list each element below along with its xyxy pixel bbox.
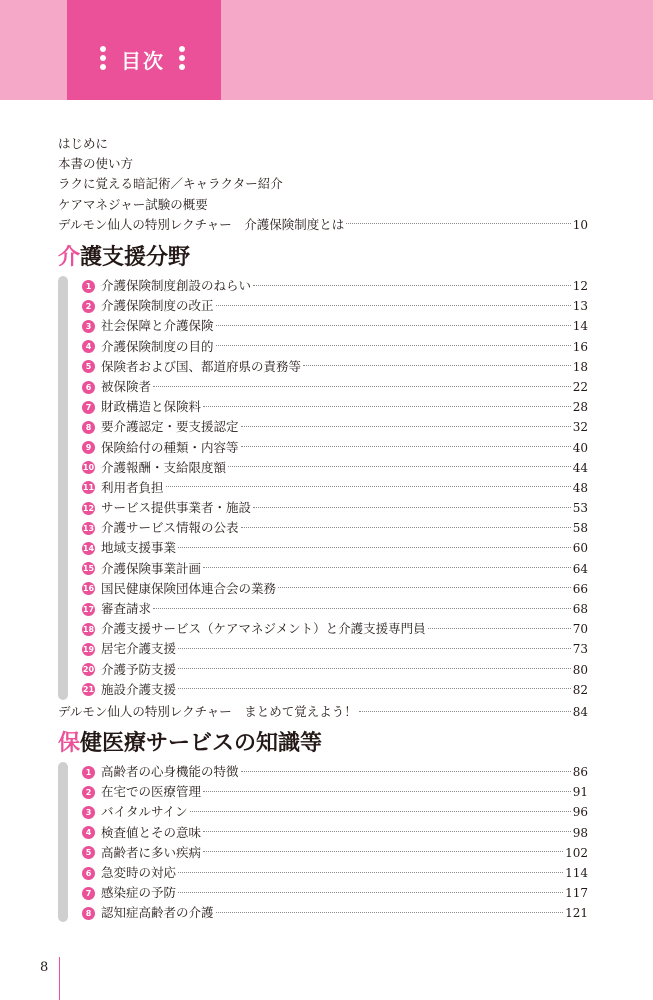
toc-entry[interactable] (58, 215, 588, 235)
toc-entry[interactable] (82, 518, 588, 538)
toc-entry-label: 介護保険制度の目的 (101, 338, 214, 354)
item-number-badge: 17 (82, 604, 95, 614)
toc-entry-page: 40 (572, 440, 588, 455)
toc-entry[interactable] (82, 680, 588, 700)
toc-entry-page: 98 (572, 825, 588, 840)
dot-leader (278, 587, 571, 588)
dot-leader (153, 386, 571, 387)
toc-entry-page: 12 (572, 279, 588, 293)
section-side-bar (58, 276, 68, 700)
toc-entry[interactable] (82, 296, 588, 316)
toc-entry-label: 被保険者 (101, 378, 152, 394)
item-number-badge: 21 (82, 685, 95, 695)
dot-leader (216, 325, 571, 326)
toc-entry-page: 60 (572, 541, 588, 556)
dot-leader (241, 771, 571, 772)
dot-leader (203, 791, 571, 792)
toc-entry-label: 介護保険事業計画 (101, 560, 202, 576)
dot-leader (166, 486, 571, 487)
toc-entry[interactable] (82, 823, 588, 843)
item-number-badge: 1 (82, 766, 95, 779)
dot-leader (203, 851, 563, 852)
toc-entry-label: 高齢者に多い疾病 (101, 844, 202, 860)
toc-entry-label: はじめに (58, 136, 109, 151)
toc-entry-label: 認知症高齢者の介護 (101, 905, 214, 921)
toc-entry-label: 審査請求 (101, 601, 152, 616)
section-heading-care-support (58, 240, 190, 276)
toc-entry-page: 10 (572, 217, 588, 232)
toc-entry-label: 保険者および国、都道府県の責務等 (101, 358, 302, 374)
dot-leader (203, 406, 571, 407)
toc-entry-label: 検査値とその意味 (101, 824, 202, 840)
dot-leader (241, 446, 571, 447)
toc-entry-page: 102 (565, 845, 588, 860)
toc-entry-page: 114 (565, 865, 588, 880)
page-number: 8 (40, 960, 49, 975)
section-heading-initial: 保 (58, 731, 81, 756)
toc-entry-label: 介護保険制度創設のねらい (101, 278, 252, 293)
dot-leader (359, 711, 571, 712)
toc-entry[interactable] (82, 579, 588, 599)
toc-entry[interactable] (82, 883, 588, 903)
toc-entry[interactable] (82, 863, 588, 883)
toc-entry[interactable] (82, 619, 588, 639)
toc-entry[interactable] (82, 660, 588, 680)
item-number-badge: 4 (82, 826, 95, 839)
toc-entry-page: 22 (572, 379, 588, 394)
item-number-badge: 11 (82, 483, 95, 493)
item-number-badge: 5 (82, 360, 95, 373)
toc-entry[interactable] (82, 538, 588, 558)
toc-entry-label: 介護報酬・支給限度額 (101, 459, 227, 475)
toc-entry-label: 感染症の予防 (101, 885, 177, 901)
toc-entry[interactable] (82, 276, 588, 296)
item-number-badge: 3 (82, 320, 95, 333)
section-heading-initial: 介 (58, 245, 81, 270)
item-number-badge: 4 (82, 340, 95, 353)
section-heading-health-medical (58, 726, 322, 762)
item-number-badge: 16 (82, 584, 95, 594)
intro-list (58, 134, 588, 235)
dot-leader (428, 628, 571, 629)
item-number-badge: 10 (82, 463, 95, 473)
toc-entry-page: 82 (572, 682, 588, 697)
toc-entry-label: 高齢者の心身機能の特徴 (101, 764, 239, 779)
dot-leader (178, 872, 563, 873)
toc-entry[interactable] (82, 762, 588, 782)
toc-entry-page: 84 (572, 704, 588, 719)
dot-leader (241, 527, 571, 528)
toc-entry-page: 86 (572, 765, 588, 779)
toc-entry-label: 急変時の対応 (101, 864, 177, 880)
toc-entry[interactable] (82, 417, 588, 437)
toc-entry[interactable] (82, 782, 588, 802)
toc-entry-label: 介護予防支援 (101, 661, 177, 677)
dot-leader (253, 285, 571, 286)
toc-entry-page: 16 (572, 339, 588, 354)
dot-leader (190, 811, 571, 812)
toc-entry-page: 44 (572, 460, 588, 475)
toc-entry-lecture[interactable] (58, 702, 588, 722)
toc-entry-label: 在宅での医療管理 (101, 784, 202, 800)
title-dots-right (179, 46, 185, 76)
item-number-badge: 2 (82, 786, 95, 799)
item-number-badge: 1 (82, 280, 95, 293)
toc-entry-page: 32 (572, 420, 588, 435)
toc-entry[interactable] (58, 174, 588, 194)
toc-entry-label: 地域支援事業 (101, 540, 177, 556)
toc-entry[interactable] (82, 498, 588, 518)
toc-entry-label: 介護サービス情報の公表 (101, 520, 239, 536)
toc-entry-page: 58 (572, 521, 588, 536)
dot-leader (203, 567, 571, 568)
item-number-badge: 12 (82, 503, 95, 513)
item-number-badge: 14 (82, 544, 95, 554)
toc-entry[interactable] (82, 337, 588, 357)
item-number-badge: 13 (82, 523, 95, 533)
item-number-badge: 6 (82, 867, 95, 880)
page-title: 目次 (121, 49, 165, 73)
toc-entry[interactable] (58, 134, 588, 154)
toc-entry-page: 48 (572, 480, 588, 495)
toc-entry-label: 介護保険制度の改正 (101, 298, 214, 314)
toc-entry-label: ケアマネジャー試験の概要 (58, 196, 208, 212)
toc-entry-page: 121 (565, 906, 588, 921)
toc-entry-label: 施設介護支援 (101, 681, 177, 697)
toc-entry[interactable] (82, 357, 588, 377)
dot-leader (303, 365, 571, 366)
toc-entry[interactable] (82, 599, 588, 619)
toc-entry-label: ラクに覚える暗記術／キャラクター紹介 (58, 176, 283, 192)
toc-entry-page: 66 (572, 581, 588, 596)
toc-entry-page: 96 (572, 805, 588, 820)
item-number-badge: 15 (82, 564, 95, 574)
toc-entry-page: 80 (572, 662, 588, 677)
toc-entry-page: 117 (565, 886, 588, 901)
item-number-badge: 8 (82, 421, 95, 434)
item-number-badge: 19 (82, 644, 95, 654)
section-side-bar (58, 762, 68, 922)
toc-entry-page: 91 (572, 785, 588, 800)
dot-leader (216, 305, 571, 306)
toc-entry-label: デルモン仙人の特別レクチャー まとめて覚えよう！ (58, 703, 357, 719)
toc-entry-label: 社会保障と介護保険 (101, 318, 214, 334)
toc-entry-page: 68 (572, 602, 588, 616)
toc-entry-label: 居宅介護支援 (101, 641, 177, 657)
item-number-badge: 7 (82, 887, 95, 900)
section-care-support-list (58, 276, 588, 722)
toc-entry-page: 18 (572, 359, 588, 374)
dot-leader (153, 608, 571, 609)
item-number-badge: 8 (82, 907, 95, 920)
item-number-badge: 2 (82, 300, 95, 313)
dot-leader (216, 345, 571, 346)
toc-entry-page: 28 (572, 400, 588, 415)
toc-entry-page: 13 (572, 299, 588, 314)
item-number-badge: 18 (82, 624, 95, 634)
toc-entry-label: 保険給付の種類・内容等 (101, 439, 239, 455)
toc-entry-label: 財政構造と保険料 (101, 399, 202, 415)
dot-leader (178, 892, 563, 893)
item-number-badge: 9 (82, 441, 95, 454)
dot-leader (228, 466, 571, 467)
toc-entry[interactable] (82, 397, 588, 417)
item-number-badge: 3 (82, 806, 95, 819)
toc-entry-label: 要介護認定・要支援認定 (101, 419, 239, 435)
toc-entry-label: 利用者負担 (101, 479, 164, 495)
toc-entry-label: 国民健康保険団体連合会の業務 (101, 580, 277, 596)
toc-entry[interactable] (82, 438, 588, 458)
title-dots-left (100, 46, 106, 76)
toc-entry[interactable] (82, 639, 588, 659)
toc-entry[interactable] (82, 843, 588, 863)
footer-divider (59, 957, 60, 1000)
dot-leader (253, 507, 571, 508)
dot-leader (241, 426, 571, 427)
item-number-badge: 5 (82, 846, 95, 859)
toc-entry-page: 73 (572, 642, 588, 657)
toc-entry[interactable] (82, 478, 588, 498)
dot-leader (178, 547, 571, 548)
toc-entry-page: 64 (572, 561, 588, 576)
toc-entry[interactable] (82, 559, 588, 579)
toc-entry[interactable] (82, 377, 588, 397)
toc-entry-label: デルモン仙人の特別レクチャー 介護保険制度とは (58, 216, 345, 232)
toc-entry[interactable] (82, 802, 588, 822)
item-number-badge: 7 (82, 401, 95, 414)
item-number-badge: 20 (82, 665, 95, 675)
toc-entry[interactable] (58, 195, 588, 215)
section-health-medical-list (58, 762, 588, 924)
toc-entry-label: バイタルサイン (101, 804, 188, 820)
toc-entry-label: 本書の使い方 (58, 156, 134, 172)
toc-entry-page: 14 (572, 319, 588, 334)
section-heading-rest: 護支援分野 (80, 245, 191, 270)
toc-entry[interactable] (82, 903, 588, 923)
dot-leader (203, 831, 571, 832)
toc-entry-label: 介護支援サービス（ケアマネジメント）と介護支援専門員 (101, 621, 426, 637)
dot-leader (346, 223, 570, 224)
dot-leader (178, 668, 571, 669)
toc-entry[interactable] (58, 154, 588, 174)
toc-entry-page: 70 (572, 622, 588, 637)
toc-entry-page: 53 (572, 501, 588, 516)
item-number-badge: 6 (82, 381, 95, 394)
dot-leader (178, 648, 571, 649)
toc-entry[interactable] (82, 458, 588, 478)
dot-leader (216, 912, 564, 913)
toc-entry-label: サービス提供事業者・施設 (101, 500, 252, 516)
dot-leader (178, 688, 571, 689)
section-heading-rest: 健医療サービスの知識等 (80, 731, 323, 756)
toc-entry[interactable] (82, 316, 588, 336)
